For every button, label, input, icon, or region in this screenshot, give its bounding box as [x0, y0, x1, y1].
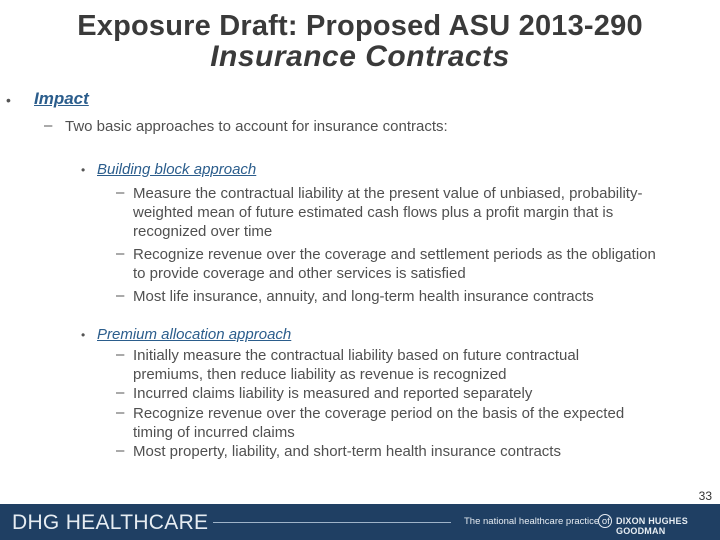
- premium-allocation-item: timing of incurred claims: [133, 424, 295, 441]
- footer-divider: [213, 522, 451, 523]
- building-block-item: Measure the contractual liability at the present value of unbiased, probability-: [133, 185, 643, 202]
- dash-icon: –: [116, 384, 125, 401]
- premium-allocation-item: Recognize revenue over the coverage period on the basis of the expected: [133, 405, 625, 422]
- bullet-icon: •: [6, 92, 11, 108]
- premium-allocation-item: premiums, then reduce liability as revenue is recognized: [133, 366, 507, 383]
- dash-icon: –: [116, 245, 125, 262]
- building-block-item: Most life insurance, annuity, and long-term health insurance contracts: [133, 288, 594, 305]
- footer-tagline: The national healthcare practice of: [464, 516, 610, 527]
- dash-icon: –: [116, 404, 125, 421]
- premium-allocation-item: Most property, liability, and short-term health insurance contracts: [133, 443, 561, 460]
- building-block-item: Recognize revenue over the coverage and settlement periods as the obligation: [133, 246, 656, 263]
- dash-icon: –: [44, 117, 53, 134]
- footer-bar: [0, 504, 720, 540]
- dash-icon: –: [116, 442, 125, 459]
- building-block-title: Building block approach: [97, 161, 257, 178]
- impact-heading: Impact: [34, 89, 89, 108]
- bullet-icon: •: [81, 328, 86, 342]
- slide-subtitle: Insurance Contracts: [210, 40, 510, 73]
- building-block-item: weighted mean of future estimated cash flows plus a profit margin that is: [133, 204, 614, 221]
- footer-company: DIXON HUGHES GOODMAN: [616, 516, 688, 536]
- premium-allocation-item: Initially measure the contractual liability based on future contractual: [133, 347, 580, 364]
- premium-allocation-item: Incurred claims liability is measured and reported separately: [133, 385, 533, 402]
- slide-title: Exposure Draft: Proposed ASU 2013-290: [77, 10, 643, 42]
- building-block-item: to provide coverage and other services is satisfied: [133, 265, 466, 282]
- dash-icon: –: [116, 346, 125, 363]
- dash-icon: –: [116, 287, 125, 304]
- bullet-icon: •: [81, 163, 86, 177]
- page-number: 33: [698, 489, 712, 503]
- building-block-item: recognized over time: [133, 223, 273, 240]
- company-logo-icon: [598, 514, 612, 528]
- premium-allocation-title: Premium allocation approach: [97, 326, 292, 343]
- approaches-intro: Two basic approaches to account for insurance contracts:: [65, 118, 448, 135]
- footer-brand: DHG HEALTHCARE: [12, 511, 209, 534]
- dash-icon: –: [116, 184, 125, 201]
